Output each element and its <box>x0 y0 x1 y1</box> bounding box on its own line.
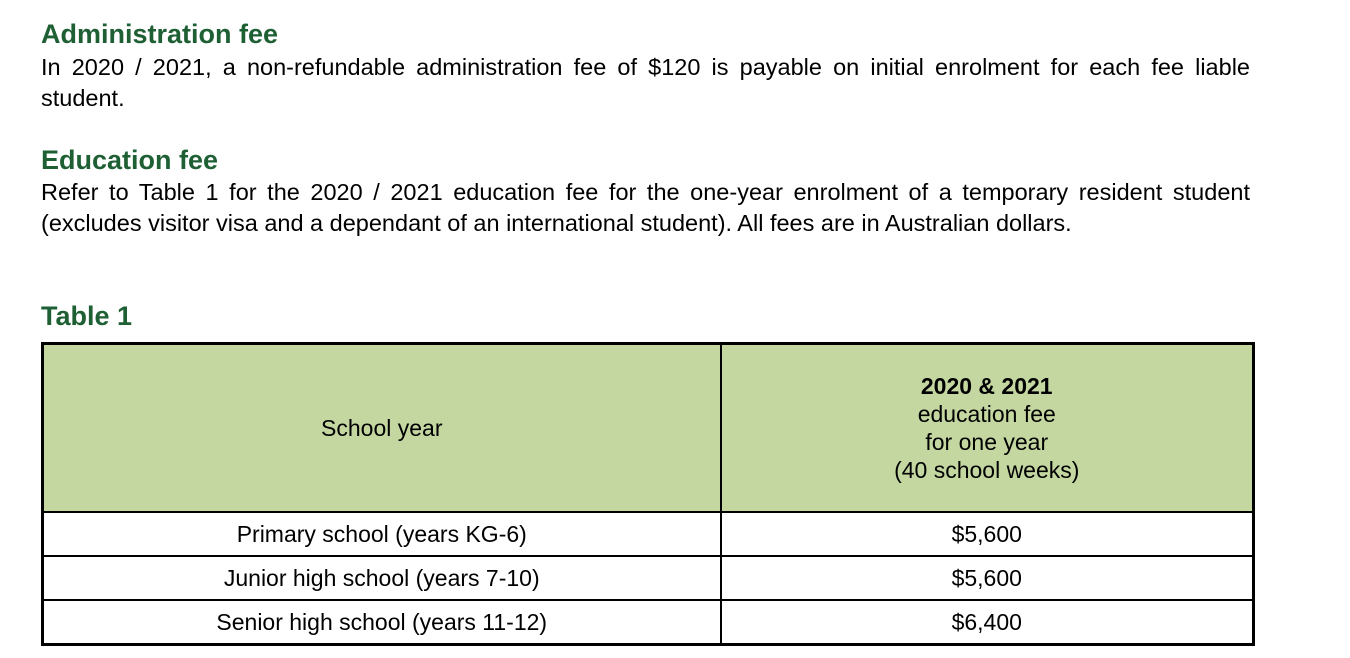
education-fee-heading: Education fee <box>41 145 219 175</box>
header-fee-line-4: (40 school weeks) <box>894 457 1080 483</box>
header-fee-year: 2020 & 2021 <box>920 373 1053 399</box>
admin-fee-heading: Administration fee <box>41 19 279 49</box>
admin-fee-paragraph: In 2020 / 2021, a non-refundable administration fee of $120 is payable on initial enrolment for each fee liable student. <box>41 54 1250 111</box>
cell-school-year: Primary school (years KG-6) <box>43 512 721 556</box>
table-header-row <box>43 344 1254 513</box>
header-school-year: School year <box>43 344 721 513</box>
table-row <box>43 512 1254 556</box>
header-fee-line-3: for one year <box>925 429 1049 455</box>
fee-table <box>41 342 1255 646</box>
table-row <box>43 600 1254 645</box>
cell-fee: $5,600 <box>721 512 1254 556</box>
table-title: Table 1 <box>41 301 133 331</box>
header-education-fee <box>721 344 1254 513</box>
table-row <box>43 556 1254 600</box>
cell-school-year: Senior high school (years 11-12) <box>43 600 721 645</box>
header-fee-line-2: education fee <box>917 401 1056 427</box>
cell-school-year: Junior high school (years 7-10) <box>43 556 721 600</box>
education-fee-paragraph: Refer to Table 1 for the 2020 / 2021 education fee for the one-year enrolment of a temporary resident student (excludes visitor visa and a dependant of an international student). All fees are in Australian dollars. <box>41 179 1250 236</box>
cell-fee: $5,600 <box>721 556 1254 600</box>
cell-fee: $6,400 <box>721 600 1254 645</box>
